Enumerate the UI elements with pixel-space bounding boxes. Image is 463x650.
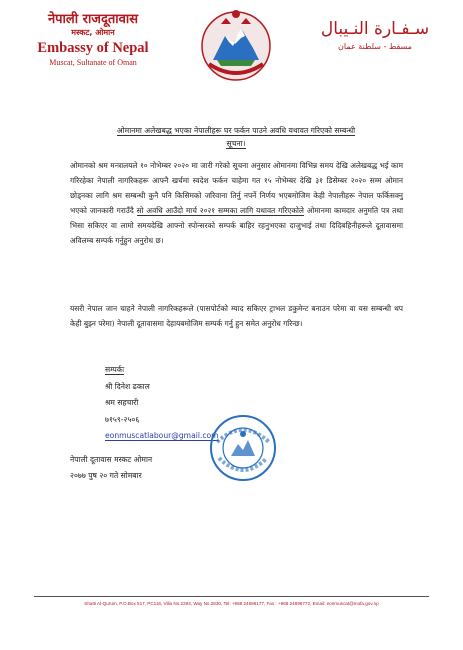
signoff-embassy: नेपाली दूतावास मस्कट ओमान [70, 455, 153, 464]
nepal-emblem-logo [195, 4, 277, 86]
paragraph-1-text: ओमानको श्रम मन्त्रालयले १० नोभेम्बर २०२० मा जारी गरेको सूचना अनुसार ओमानमा विभिन्न समय देखि अलेखबद्ध भई काम गरिरहेका नेपाली नागरिकहरू आफ्नै खर्चमा स्वदेश फर्कन चाहेमा गत १५ नोभेम्बर देखि ३१ डिसेम्बर २०२० सम्म ओमान छोड्नका लागि श्रम सम्बन्धी कुनै पनि किसिमको जरिवाना तिर्नु नपर्ने निर्णय भएबमोजिम केही नेपालीहरू नेपाल फर्किसक्नु भएको जानकारी गराउँदै [70, 161, 403, 215]
english-embassy-name: Embassy of Nepal [37, 40, 149, 56]
arabic-city: مسقط - سلطنة عمان [338, 42, 412, 51]
letterhead-right [305, 18, 445, 54]
body-paragraph-1 [70, 158, 403, 248]
contact-label: सम्पर्कः [105, 365, 125, 374]
signoff-date: २०७७ पुष २० गते सोमबार [70, 470, 142, 480]
paragraph-1-text-end: ओमानमा कामदार अनुमति पत्र तथा भिसा सकिएर वा लामो समयदेखि आफ्नो स्पोन्सरको सम्पर्क बाहिर रहनुभएका दाजुभाई तथा दिदिबहिनीहरूले दूतावासमा अविलम्ब सम्पर्क गर्नुहुन अनुरोध छ। [70, 206, 403, 245]
notice-subject [70, 124, 402, 150]
contact-name: श्री दिनेश ढकाल [105, 381, 150, 391]
contact-phone: ७१५९-२५०६ [105, 414, 140, 424]
english-city: Muscat, Sultanate of Oman [49, 58, 137, 67]
footer-divider [34, 596, 429, 597]
contact-email-link[interactable]: eonmuscatlabour@gmail.com [105, 431, 219, 440]
nepali-embassy-name: नेपाली राजदूतावास [47, 12, 139, 27]
embassy-stamp-seal [207, 412, 279, 484]
footer-address: Shatti Al-Qurum, P.O.Box 517, PC116, Villa No.2294, Way No.2830, Tel: +968 24696177, Fax : +968 24696772, Email: eonmuscat@mofa.gov.np [84, 601, 379, 606]
paragraph-1-underlined: सो अवधि आउँदो मार्च २०२१ सम्मका लागि यथावत गरिएकोले [136, 206, 304, 215]
letterhead-left [18, 12, 168, 68]
contact-block [105, 362, 219, 445]
nepali-city: मस्कट, ओमान [71, 28, 115, 37]
contact-title: श्रम सहचारी [105, 398, 139, 407]
body-paragraph-2: यसरी नेपाल जान चाहने नेपाली नागरिकहरूले (पासपोर्टको म्याद सकिएर ट्राभल डकुमेन्ट बनाउन परेमा वा यस सम्बन्धी थप केही बुझ्न परेमा) नेपाली दूतावासमा देहायबमोजिम सम्पर्क गर्नु हुन समेत अनुरोध गरिन्छ। [70, 304, 403, 328]
arabic-embassy-name: سـفـارة النـيبال [320, 19, 430, 39]
subject-line-1: ओमानमा अलेखबद्ध भएका नेपालीहरू घर फर्कन पाउने अवधि यथावत गरिएको सम्बन्धी [116, 126, 356, 135]
signoff-block [70, 452, 152, 483]
subject-line-2: सूचना। [226, 139, 246, 148]
